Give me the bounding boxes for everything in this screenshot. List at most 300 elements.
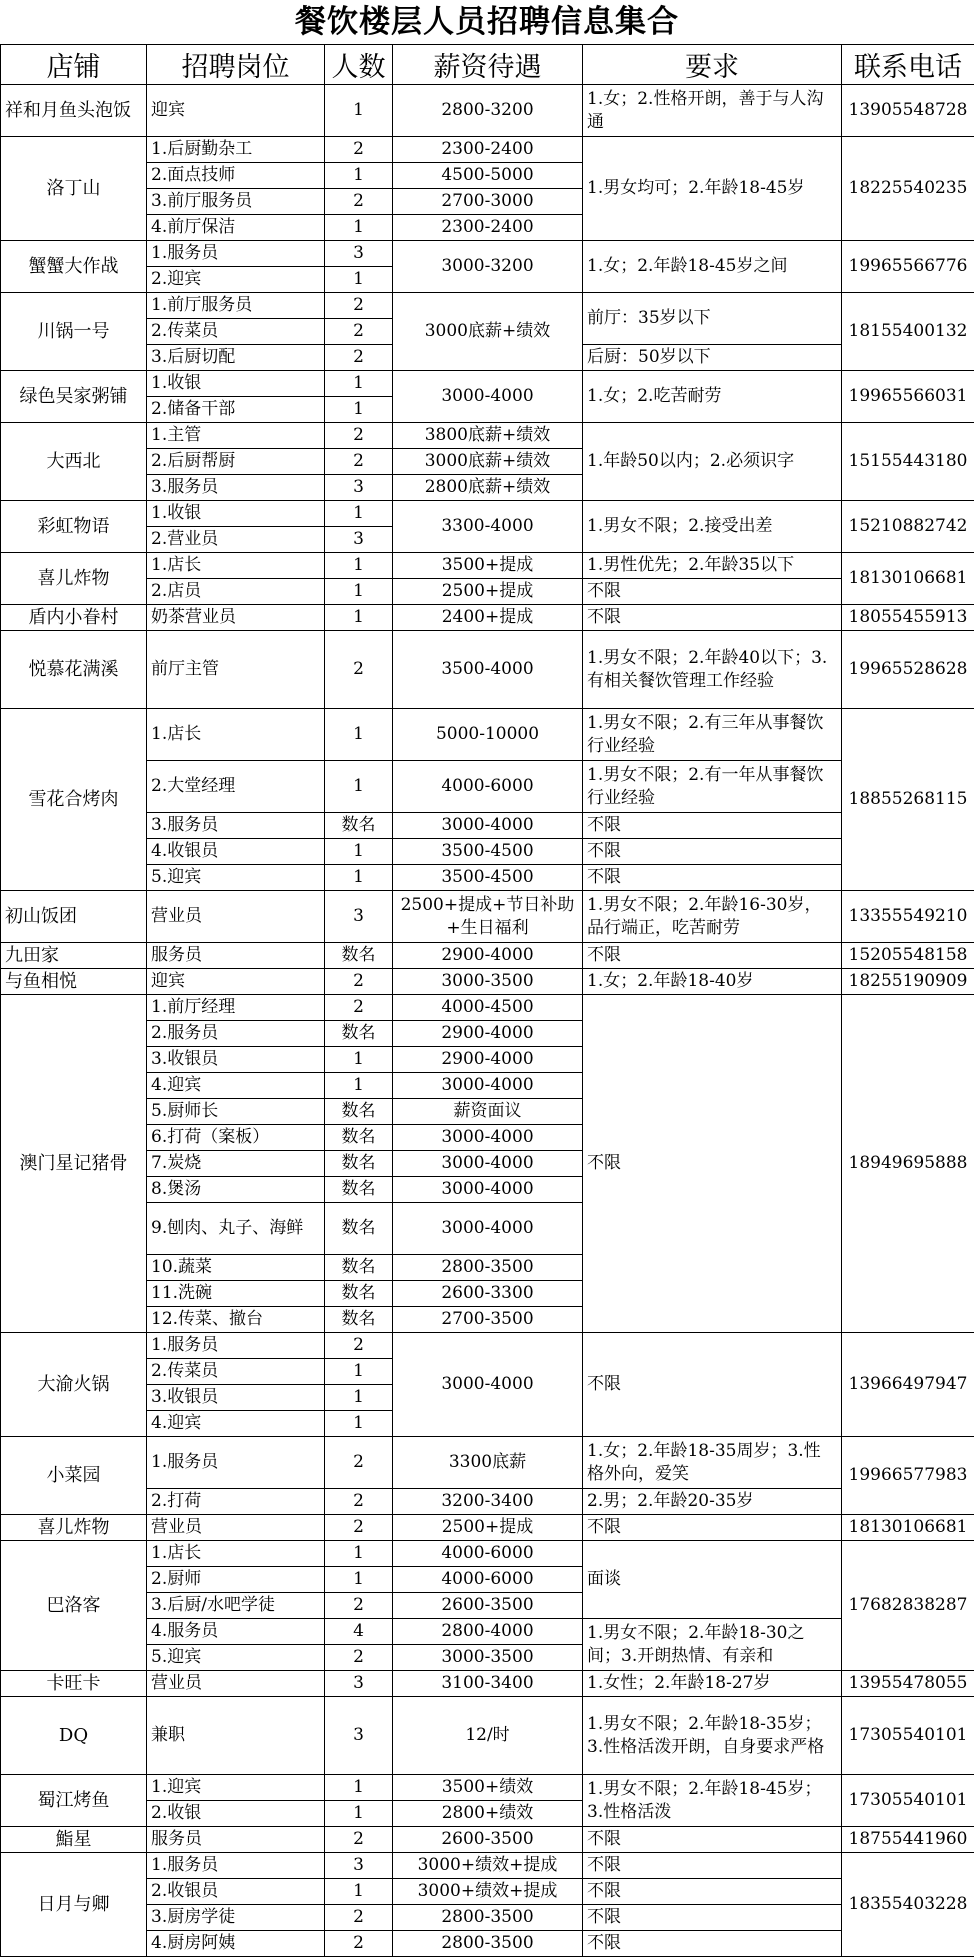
requirement-cell: 2.男；2.年龄20-35岁 [583, 1489, 842, 1515]
table-body [1, 85, 974, 1957]
position-cell: 营业员 [147, 1515, 325, 1541]
shop-name: 鮨星 [1, 1827, 147, 1853]
shop-name: 蜀江烤鱼 [1, 1775, 147, 1827]
shop-name: 九田家 [1, 943, 147, 969]
position-cell: 2.迎宾 [147, 267, 325, 293]
count-cell: 2 [325, 293, 393, 319]
header-salary: 薪资待遇 [393, 45, 583, 85]
table-row [1, 1671, 974, 1697]
table-row [1, 371, 974, 397]
position-cell: 2.大堂经理 [147, 761, 325, 813]
position-cell: 1.服务员 [147, 1437, 325, 1489]
salary-cell: 3000-4000 [393, 371, 583, 423]
shop-name: 澳门星记猪骨 [1, 995, 147, 1333]
phone-cell: 19965566776 [842, 241, 974, 293]
count-cell: 1 [325, 1801, 393, 1827]
position-cell: 1.前厅服务员 [147, 293, 325, 319]
requirement-cell: 不限 [583, 605, 842, 631]
count-cell: 数名 [325, 1151, 393, 1177]
count-cell: 1 [325, 501, 393, 527]
shop-name: DQ [1, 1697, 147, 1775]
phone-cell: 13955478055 [842, 1671, 974, 1697]
count-cell: 数名 [325, 1021, 393, 1047]
position-cell: 营业员 [147, 1671, 325, 1697]
salary-cell: 4000-6000 [393, 1567, 583, 1593]
requirement-cell: 不限 [583, 1931, 842, 1957]
salary-cell: 4000-6000 [393, 761, 583, 813]
shop-name: 盾内小眷村 [1, 605, 147, 631]
salary-cell: 4000-6000 [393, 1541, 583, 1567]
phone-cell: 15155443180 [842, 423, 974, 501]
count-cell: 1 [325, 215, 393, 241]
table-row [1, 709, 974, 761]
header-shop: 店铺 [1, 45, 147, 85]
count-cell: 1 [325, 1073, 393, 1099]
requirement-cell: 1.女；2.年龄18-45岁之间 [583, 241, 842, 293]
position-cell: 1.主管 [147, 423, 325, 449]
table-row [1, 605, 974, 631]
table-row [1, 891, 974, 943]
position-cell: 2.储备干部 [147, 397, 325, 423]
salary-cell: 3500-4500 [393, 839, 583, 865]
shop-name: 日月与卿 [1, 1853, 147, 1957]
phone-cell: 18355403228 [842, 1853, 974, 1957]
salary-cell: 3500-4500 [393, 865, 583, 891]
shop-name: 洛丁山 [1, 137, 147, 241]
table-row [1, 293, 974, 319]
header-count: 人数 [325, 45, 393, 85]
count-cell: 1 [325, 1775, 393, 1801]
table-row [1, 839, 974, 865]
position-cell: 奶茶营业员 [147, 605, 325, 631]
position-cell: 4.收银员 [147, 839, 325, 865]
requirement-cell: 1.男女不限；2.有一年从事餐饮行业经验 [583, 761, 842, 813]
phone-cell: 18949695888 [842, 995, 974, 1333]
position-cell: 1.服务员 [147, 1853, 325, 1879]
salary-cell: 2800-3200 [393, 85, 583, 137]
count-cell: 数名 [325, 813, 393, 839]
salary-cell: 3200-3400 [393, 1489, 583, 1515]
phone-cell: 18130106681 [842, 553, 974, 605]
salary-cell: 4000-4500 [393, 995, 583, 1021]
requirement-cell: 不限 [583, 1827, 842, 1853]
table-row [1, 579, 974, 605]
requirement-cell: 不限 [583, 813, 842, 839]
salary-cell: 3300底薪 [393, 1437, 583, 1489]
count-cell: 2 [325, 1489, 393, 1515]
salary-cell: 2800底薪+绩效 [393, 475, 583, 501]
position-cell: 4.厨房阿姨 [147, 1931, 325, 1957]
table-row [1, 1879, 974, 1905]
salary-cell: 2800-3500 [393, 1905, 583, 1931]
requirement-cell: 1.女；2.年龄18-35周岁；3.性格外向，爱笑 [583, 1437, 842, 1489]
table-row [1, 553, 974, 579]
position-cell: 2.店员 [147, 579, 325, 605]
shop-name: 绿色吴家粥铺 [1, 371, 147, 423]
table-row [1, 137, 974, 163]
count-cell: 1 [325, 709, 393, 761]
count-cell: 数名 [325, 1307, 393, 1333]
count-cell: 1 [325, 579, 393, 605]
count-cell: 1 [325, 605, 393, 631]
count-cell: 3 [325, 475, 393, 501]
count-cell: 1 [325, 267, 393, 293]
position-cell: 2.面点技师 [147, 163, 325, 189]
salary-cell: 2300-2400 [393, 137, 583, 163]
phone-cell: 13966497947 [842, 1333, 974, 1437]
count-cell: 数名 [325, 1125, 393, 1151]
shop-name: 川锅一号 [1, 293, 147, 371]
count-cell: 数名 [325, 1203, 393, 1255]
salary-cell: 3000-4000 [393, 1125, 583, 1151]
count-cell: 2 [325, 1515, 393, 1541]
phone-cell: 19965566031 [842, 371, 974, 423]
salary-cell: 2600-3500 [393, 1827, 583, 1853]
count-cell: 3 [325, 241, 393, 267]
header-phone: 联系电话 [842, 45, 974, 85]
count-cell: 数名 [325, 1255, 393, 1281]
count-cell: 4 [325, 1619, 393, 1645]
position-cell: 4.前厅保洁 [147, 215, 325, 241]
header-requirement: 要求 [583, 45, 842, 85]
phone-cell: 17305540101 [842, 1697, 974, 1775]
count-cell: 数名 [325, 1177, 393, 1203]
count-cell: 2 [325, 1333, 393, 1359]
requirement-cell: 1.男女不限；2.年龄16-30岁，品行端正，吃苦耐劳 [583, 891, 842, 943]
salary-cell: 3000-3200 [393, 241, 583, 293]
count-cell: 1 [325, 553, 393, 579]
phone-cell: 19965528628 [842, 631, 974, 709]
position-cell: 3.后厨/水吧学徒 [147, 1593, 325, 1619]
count-cell: 2 [325, 969, 393, 995]
phone-cell: 13355549210 [842, 891, 974, 943]
requirement-cell: 1.女性；2.年龄18-27岁 [583, 1671, 842, 1697]
table-row [1, 943, 974, 969]
phone-cell: 13905548728 [842, 85, 974, 137]
table-row [1, 85, 974, 137]
position-cell: 3.服务员 [147, 475, 325, 501]
requirement-cell: 1.男女不限；2.年龄18-30之间；3.开朗热情、有亲和 [583, 1619, 842, 1671]
table-row [1, 865, 974, 891]
salary-cell: 3500+绩效 [393, 1775, 583, 1801]
salary-cell: 3100-3400 [393, 1671, 583, 1697]
requirement-cell: 1.男女不限；2.年龄18-35岁；3.性格活泼开朗，自身要求严格 [583, 1697, 842, 1775]
position-cell: 3.厨房学徒 [147, 1905, 325, 1931]
position-cell: 4.服务员 [147, 1619, 325, 1645]
salary-cell: 2600-3300 [393, 1281, 583, 1307]
position-cell: 1.店长 [147, 553, 325, 579]
position-cell: 前厅主管 [147, 631, 325, 709]
table-row [1, 969, 974, 995]
position-cell: 7.炭烧 [147, 1151, 325, 1177]
salary-cell: 3000-4000 [393, 1151, 583, 1177]
count-cell: 数名 [325, 1281, 393, 1307]
table-header-row [1, 45, 974, 85]
position-cell: 12.传菜、撤台 [147, 1307, 325, 1333]
table-row [1, 1853, 974, 1879]
table-row [1, 1333, 974, 1359]
position-cell: 11.洗碗 [147, 1281, 325, 1307]
shop-name: 大西北 [1, 423, 147, 501]
table-row [1, 1775, 974, 1801]
requirement-cell: 不限 [583, 943, 842, 969]
position-cell: 1.前厅经理 [147, 995, 325, 1021]
count-cell: 1 [325, 85, 393, 137]
count-cell: 1 [325, 865, 393, 891]
shop-name: 巴洛客 [1, 1541, 147, 1671]
phone-cell: 18055455913 [842, 605, 974, 631]
table-row [1, 1827, 974, 1853]
salary-cell: 3800底薪+绩效 [393, 423, 583, 449]
position-cell: 2.厨师 [147, 1567, 325, 1593]
position-cell: 服务员 [147, 943, 325, 969]
table-row [1, 1931, 974, 1957]
requirement-cell: 1.女；2.性格开朗，善于与人沟通 [583, 85, 842, 137]
shop-name: 喜儿炸物 [1, 1515, 147, 1541]
position-cell: 2.传菜员 [147, 1359, 325, 1385]
position-cell: 1.服务员 [147, 1333, 325, 1359]
count-cell: 2 [325, 1645, 393, 1671]
requirement-cell: 1.男女不限；2.有三年从事餐饮行业经验 [583, 709, 842, 761]
salary-cell: 3000+绩效+提成 [393, 1879, 583, 1905]
position-cell: 服务员 [147, 1827, 325, 1853]
table-row [1, 631, 974, 709]
salary-cell: 3000-4000 [393, 1073, 583, 1099]
requirement-cell: 面谈 [583, 1541, 842, 1619]
salary-cell: 4500-5000 [393, 163, 583, 189]
salary-cell: 5000-10000 [393, 709, 583, 761]
requirement-cell: 不限 [583, 1853, 842, 1879]
phone-cell: 15210882742 [842, 501, 974, 553]
salary-cell: 2400+提成 [393, 605, 583, 631]
count-cell: 数名 [325, 1099, 393, 1125]
shop-name: 彩虹物语 [1, 501, 147, 553]
requirement-cell: 1.男女均可；2.年龄18-45岁 [583, 137, 842, 241]
salary-cell: 2800-3500 [393, 1255, 583, 1281]
phone-cell: 18155400132 [842, 293, 974, 371]
shop-name: 蟹蟹大作战 [1, 241, 147, 293]
count-cell: 1 [325, 761, 393, 813]
table-row [1, 1541, 974, 1567]
position-cell: 3.前厅服务员 [147, 189, 325, 215]
position-cell: 2.传菜员 [147, 319, 325, 345]
position-cell: 3.后厨切配 [147, 345, 325, 371]
salary-cell: 3000+绩效+提成 [393, 1853, 583, 1879]
shop-name: 祥和月鱼头泡饭 [1, 85, 147, 137]
table-row [1, 813, 974, 839]
count-cell: 3 [325, 527, 393, 553]
salary-cell: 2500+提成+节日补助+生日福利 [393, 891, 583, 943]
position-cell: 8.煲汤 [147, 1177, 325, 1203]
table-row [1, 1489, 974, 1515]
requirement-cell: 1.男女不限；2.接受出差 [583, 501, 842, 553]
phone-cell: 19966577983 [842, 1437, 974, 1515]
position-cell: 3.收银员 [147, 1047, 325, 1073]
count-cell: 2 [325, 1905, 393, 1931]
phone-cell: 18130106681 [842, 1515, 974, 1541]
requirement-cell: 不限 [583, 839, 842, 865]
position-cell: 1.收银 [147, 371, 325, 397]
shop-name: 卡旺卡 [1, 1671, 147, 1697]
salary-cell: 2900-4000 [393, 1047, 583, 1073]
salary-cell: 3000-4000 [393, 1177, 583, 1203]
position-cell: 9.刨肉、丸子、海鲜 [147, 1203, 325, 1255]
position-cell: 5.迎宾 [147, 865, 325, 891]
salary-cell: 2900-4000 [393, 943, 583, 969]
position-cell: 2.服务员 [147, 1021, 325, 1047]
position-cell: 迎宾 [147, 969, 325, 995]
count-cell: 2 [325, 1437, 393, 1489]
salary-cell: 2900-4000 [393, 1021, 583, 1047]
count-cell: 2 [325, 1827, 393, 1853]
table-row [1, 241, 974, 267]
position-cell: 营业员 [147, 891, 325, 943]
phone-cell: 15205548158 [842, 943, 974, 969]
position-cell: 5.迎宾 [147, 1645, 325, 1671]
position-cell: 2.收银员 [147, 1879, 325, 1905]
count-cell: 数名 [325, 943, 393, 969]
phone-cell: 17305540101 [842, 1775, 974, 1827]
salary-cell: 2700-3500 [393, 1307, 583, 1333]
count-cell: 1 [325, 1411, 393, 1437]
requirement-cell: 1.男女不限；2.年龄18-45岁；3.性格活泼 [583, 1775, 842, 1827]
count-cell: 2 [325, 319, 393, 345]
count-cell: 1 [325, 839, 393, 865]
phone-cell: 18755441960 [842, 1827, 974, 1853]
salary-cell: 3000底薪+绩效 [393, 293, 583, 371]
shop-name: 雪花合烤肉 [1, 709, 147, 891]
count-cell: 2 [325, 137, 393, 163]
salary-cell: 2300-2400 [393, 215, 583, 241]
salary-cell: 3000-4000 [393, 813, 583, 839]
table-row [1, 1619, 974, 1645]
salary-cell: 12/时 [393, 1697, 583, 1775]
shop-name: 悦慕花满溪 [1, 631, 147, 709]
count-cell: 3 [325, 891, 393, 943]
requirement-cell: 不限 [583, 1333, 842, 1437]
position-cell: 1.迎宾 [147, 1775, 325, 1801]
requirement-cell: 不限 [583, 865, 842, 891]
salary-cell: 3000-4000 [393, 1203, 583, 1255]
count-cell: 2 [325, 995, 393, 1021]
count-cell: 1 [325, 1567, 393, 1593]
salary-cell: 3000-3500 [393, 1645, 583, 1671]
phone-cell: 17682838287 [842, 1541, 974, 1671]
position-cell: 2.后厨帮厨 [147, 449, 325, 475]
count-cell: 2 [325, 631, 393, 709]
position-cell: 2.收银 [147, 1801, 325, 1827]
salary-cell: 2500+提成 [393, 1515, 583, 1541]
table-row [1, 1437, 974, 1489]
table-row [1, 501, 974, 527]
count-cell: 1 [325, 1047, 393, 1073]
requirement-cell: 1.男性优先；2.年龄35以下 [583, 553, 842, 579]
requirement-cell: 不限 [583, 1879, 842, 1905]
count-cell: 2 [325, 1593, 393, 1619]
salary-cell: 薪资面议 [393, 1099, 583, 1125]
salary-cell: 3000-4000 [393, 1333, 583, 1437]
table-row [1, 1515, 974, 1541]
requirement-cell: 后厨：50岁以下 [583, 345, 842, 371]
position-cell: 5.厨师长 [147, 1099, 325, 1125]
table-row [1, 1697, 974, 1775]
count-cell: 3 [325, 1671, 393, 1697]
position-cell: 4.迎宾 [147, 1411, 325, 1437]
count-cell: 1 [325, 1879, 393, 1905]
position-cell: 1.后厨勤杂工 [147, 137, 325, 163]
salary-cell: 2500+提成 [393, 579, 583, 605]
count-cell: 2 [325, 449, 393, 475]
salary-cell: 2700-3000 [393, 189, 583, 215]
requirement-cell: 1.女；2.年龄18-40岁 [583, 969, 842, 995]
phone-cell: 18255190909 [842, 969, 974, 995]
position-cell: 1.店长 [147, 709, 325, 761]
position-cell: 兼职 [147, 1697, 325, 1775]
position-cell: 1.服务员 [147, 241, 325, 267]
position-cell: 10.蔬菜 [147, 1255, 325, 1281]
position-cell: 6.打荷（案板） [147, 1125, 325, 1151]
table-row [1, 761, 974, 813]
salary-cell: 2600-3500 [393, 1593, 583, 1619]
salary-cell: 3000底薪+绩效 [393, 449, 583, 475]
requirement-cell: 1.男女不限；2.年龄40以下；3.有相关餐饮管理工作经验 [583, 631, 842, 709]
position-cell: 1.店长 [147, 1541, 325, 1567]
count-cell: 1 [325, 1541, 393, 1567]
table-row [1, 995, 974, 1021]
shop-name: 小菜园 [1, 1437, 147, 1515]
recruitment-table [0, 44, 974, 1957]
salary-cell: 3500-4000 [393, 631, 583, 709]
count-cell: 1 [325, 1385, 393, 1411]
shop-name: 初山饭团 [1, 891, 147, 943]
position-cell: 4.迎宾 [147, 1073, 325, 1099]
salary-cell: 3500+提成 [393, 553, 583, 579]
requirement-cell: 前厅：35岁以下 [583, 293, 842, 345]
count-cell: 3 [325, 1853, 393, 1879]
salary-cell: 3300-4000 [393, 501, 583, 553]
phone-cell: 18225540235 [842, 137, 974, 241]
requirement-cell: 1.年龄50以内；2.必须识字 [583, 423, 842, 501]
requirement-cell: 不限 [583, 1515, 842, 1541]
count-cell: 2 [325, 423, 393, 449]
requirement-cell: 不限 [583, 1905, 842, 1931]
count-cell: 2 [325, 189, 393, 215]
table-row [1, 423, 974, 449]
shop-name: 与鱼相悦 [1, 969, 147, 995]
salary-cell: 2800-3500 [393, 1931, 583, 1957]
phone-cell: 18855268115 [842, 709, 974, 891]
count-cell: 3 [325, 1697, 393, 1775]
position-cell: 1.收银 [147, 501, 325, 527]
count-cell: 1 [325, 371, 393, 397]
shop-name: 喜儿炸物 [1, 553, 147, 605]
position-cell: 3.收银员 [147, 1385, 325, 1411]
page-title: 餐饮楼层人员招聘信息集合 [0, 0, 974, 44]
position-cell: 3.服务员 [147, 813, 325, 839]
salary-cell: 3000-3500 [393, 969, 583, 995]
position-cell: 迎宾 [147, 85, 325, 137]
count-cell: 1 [325, 397, 393, 423]
position-cell: 2.营业员 [147, 527, 325, 553]
count-cell: 1 [325, 1359, 393, 1385]
header-position: 招聘岗位 [147, 45, 325, 85]
position-cell: 2.打荷 [147, 1489, 325, 1515]
salary-cell: 2800-4000 [393, 1619, 583, 1645]
requirement-cell: 1.女；2.吃苦耐劳 [583, 371, 842, 423]
requirement-cell: 不限 [583, 579, 842, 605]
table-row [1, 1905, 974, 1931]
salary-cell: 2800+绩效 [393, 1801, 583, 1827]
